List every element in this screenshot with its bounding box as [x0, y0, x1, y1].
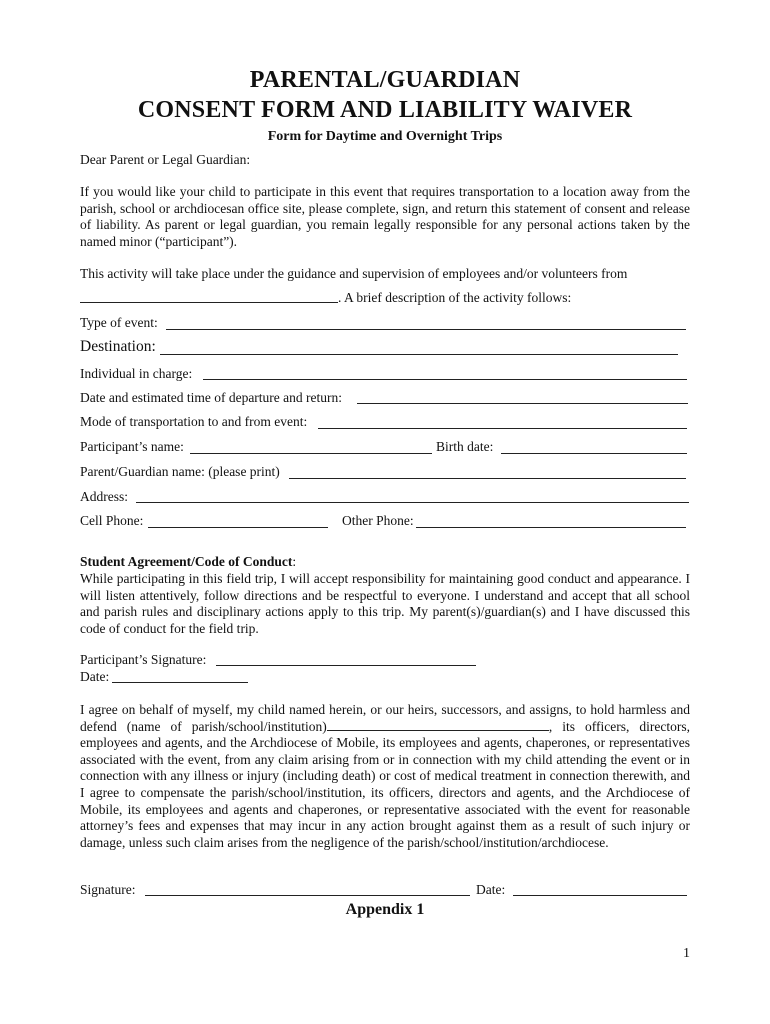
participant-signature-label: Participant’s Signature: — [80, 652, 207, 667]
waiver-text-part2: , its officers, directors, employees and agents, and the Archdiocese of Mobile, its employees and agents, chaperones, or representatives associated with the event, from any claim arising from or in connection with my child attending the event or in connection with any illness or injury (including death) or cost of medical treatment in connection therewith, and I agree to compensate the parish/school/institution, its officers, directors and agents, and the Archdiocese of Mobile, its employees and agents and chaperones, or representative associated with the event for reasonable attorney’s fees and expenses that may incur in any action brought against them as a result of such injury or damage, unless such claim arises from the negligence of the parish/school/institution/archdiocese. — [80, 718, 691, 850]
waiver-text-part1: I agree on behalf of myself, my child named herein, or our heirs, successors, and assigns, to hold harmless and defend (name of parish/school/institution) — [80, 702, 690, 734]
supervision-sentence: This activity will take place under the guidance and supervision of employees and/or volunteers from — [80, 266, 628, 281]
transportation-label: Mode of transportation to and from event: — [80, 414, 308, 429]
form-title-line1: PARENTAL/GUARDIAN — [249, 67, 521, 93]
address-field[interactable] — [136, 502, 689, 503]
individual-in-charge-field[interactable] — [203, 379, 687, 380]
participant-signature-field[interactable] — [216, 665, 476, 666]
signature-field[interactable] — [145, 895, 470, 896]
cell-phone-field[interactable] — [148, 527, 328, 528]
signature-label: Signature: — [80, 882, 136, 897]
participant-name-field[interactable] — [190, 453, 432, 454]
transportation-field[interactable] — [318, 428, 687, 429]
description-suffix: . A brief description of the activity follows: — [338, 290, 572, 305]
individual-in-charge-label: Individual in charge: — [80, 366, 193, 381]
agreement-date-field[interactable] — [112, 682, 248, 683]
intro-paragraph: If you would like your child to participate in this event that requires transportation to a location away from the parish, school or archdiocesan office site, please complete, sign, and return this statement of consent and release of liability. As parent or legal guardian, you remain legally responsible for any personal actions taken by the named minor (“participant”). — [80, 184, 690, 249]
destination-field[interactable] — [160, 354, 678, 355]
date-time-field[interactable] — [357, 403, 688, 404]
agreement-heading-colon: : — [292, 554, 297, 569]
agreement-date-label: Date: — [80, 669, 110, 684]
footer-date-label: Date: — [476, 882, 506, 897]
agreement-body: While participating in this field trip, I will accept responsibility for maintaining good conduct and appearance. I will listen attentively, follow directions and be respectful to everyone. I understand and accept that all school and parish rules and disciplinary actions apply to this trip. My parent(s)/guardian(s) and I have discussed this code of conduct for the field trip. — [80, 571, 690, 636]
form-title-line2: CONSENT FORM AND LIABILITY WAIVER — [137, 97, 633, 123]
salutation: Dear Parent or Legal Guardian: — [80, 152, 251, 167]
form-subtitle: Form for Daytime and Overnight Trips — [267, 129, 503, 144]
waiver-paragraph — [80, 702, 690, 851]
page-number: 1 — [683, 946, 690, 961]
birth-date-field[interactable] — [501, 453, 687, 454]
cell-phone-label: Cell Phone: — [80, 513, 144, 528]
agreement-heading — [80, 554, 296, 571]
agreement-heading-text: Student Agreement/Code of Conduct — [80, 554, 293, 569]
guardian-name-field[interactable] — [289, 478, 686, 479]
footer-date-field[interactable] — [513, 895, 687, 896]
other-phone-label: Other Phone: — [342, 513, 414, 528]
birth-date-label: Birth date: — [436, 439, 494, 454]
type-of-event-field[interactable] — [166, 329, 686, 330]
organization-field[interactable] — [80, 302, 338, 303]
institution-name-field[interactable] — [327, 719, 549, 731]
date-time-label: Date and estimated time of departure and return: — [80, 390, 343, 405]
destination-label: Destination: — [80, 338, 156, 355]
address-label: Address: — [80, 489, 128, 504]
other-phone-field[interactable] — [416, 527, 686, 528]
participant-name-label: Participant’s name: — [80, 439, 184, 454]
appendix-label: Appendix 1 — [345, 901, 425, 918]
guardian-name-label: Parent/Guardian name: (please print) — [80, 464, 280, 479]
type-of-event-label: Type of event: — [80, 315, 158, 330]
